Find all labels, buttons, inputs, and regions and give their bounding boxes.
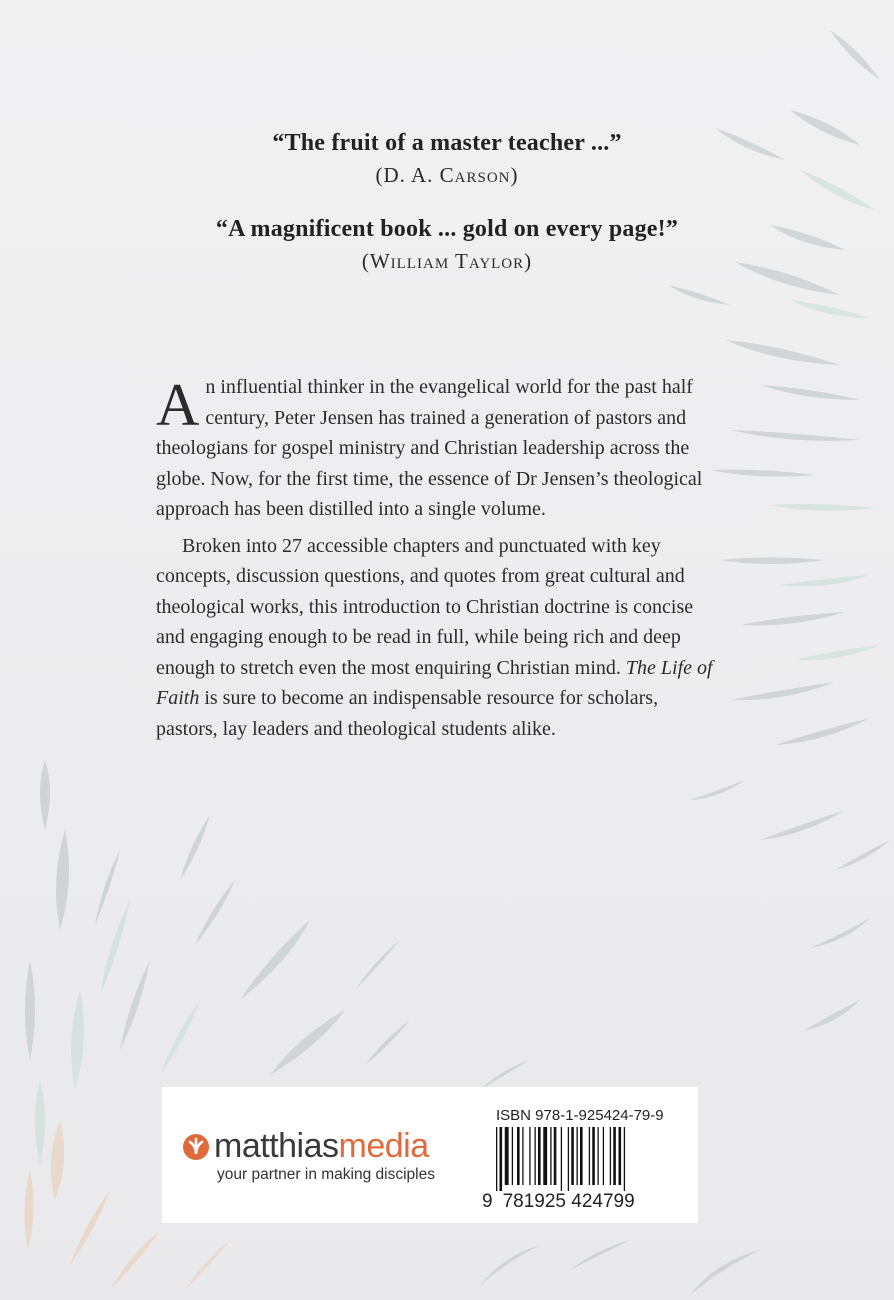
- publisher-tagline: your partner in making disciples: [217, 1166, 435, 1183]
- matthiasmedia-logo-icon: [182, 1133, 210, 1161]
- description-paragraph: [156, 372, 716, 525]
- description-paragraph: [156, 531, 716, 745]
- publisher-name-part1: matthias: [214, 1127, 339, 1165]
- publisher-barcode-label: [162, 1087, 698, 1223]
- paragraph-text: is sure to become an indispensable resource for scholars, pastors, lay leaders and theological students alike.: [156, 687, 659, 740]
- barcode-icon: [494, 1127, 674, 1191]
- barcode-number: 781925 424799: [502, 1191, 635, 1212]
- paragraph-text: Broken into 27 accessible chapters and punctuated with key concepts, discussion questions, and quotes from great cultural and theological works, this introduction to Christian doctrine is concise and engaging enough to be read in full, while being rich and deep enough to stretch even the most enquiring Christian mind.: [156, 534, 694, 679]
- quote-block: [0, 216, 894, 274]
- book-title: The Life of Faith: [156, 656, 713, 709]
- barcode-digits: [482, 1191, 682, 1213]
- paragraph-text: n influential thinker in the evangelical world for the past half century, Peter Jensen has trained a generation of pastors and theologians for gospel ministry and Christian leadership across the globe. Now, for the first time, the essence of Dr Jensen’s theological approach has been distilled into a single volume.: [156, 376, 703, 520]
- barcode-first-digit: 9: [482, 1191, 493, 1212]
- quote-block: [0, 130, 894, 188]
- endorsements: [0, 130, 894, 274]
- quote-text: “The fruit of a master teacher ...”: [272, 130, 622, 156]
- drop-cap: A: [156, 372, 200, 438]
- publisher-name-part2: media: [338, 1127, 429, 1165]
- book-description: [156, 372, 716, 744]
- quote-text: “A magnificent book ... gold on every page!”: [215, 216, 679, 242]
- isbn-text: ISBN 978-1-925424-79-9: [496, 1107, 664, 1124]
- quote-attribution: (D. A. Carson): [375, 163, 519, 187]
- publisher-logo: [182, 1127, 435, 1184]
- quote-attribution: (William Taylor): [361, 249, 533, 273]
